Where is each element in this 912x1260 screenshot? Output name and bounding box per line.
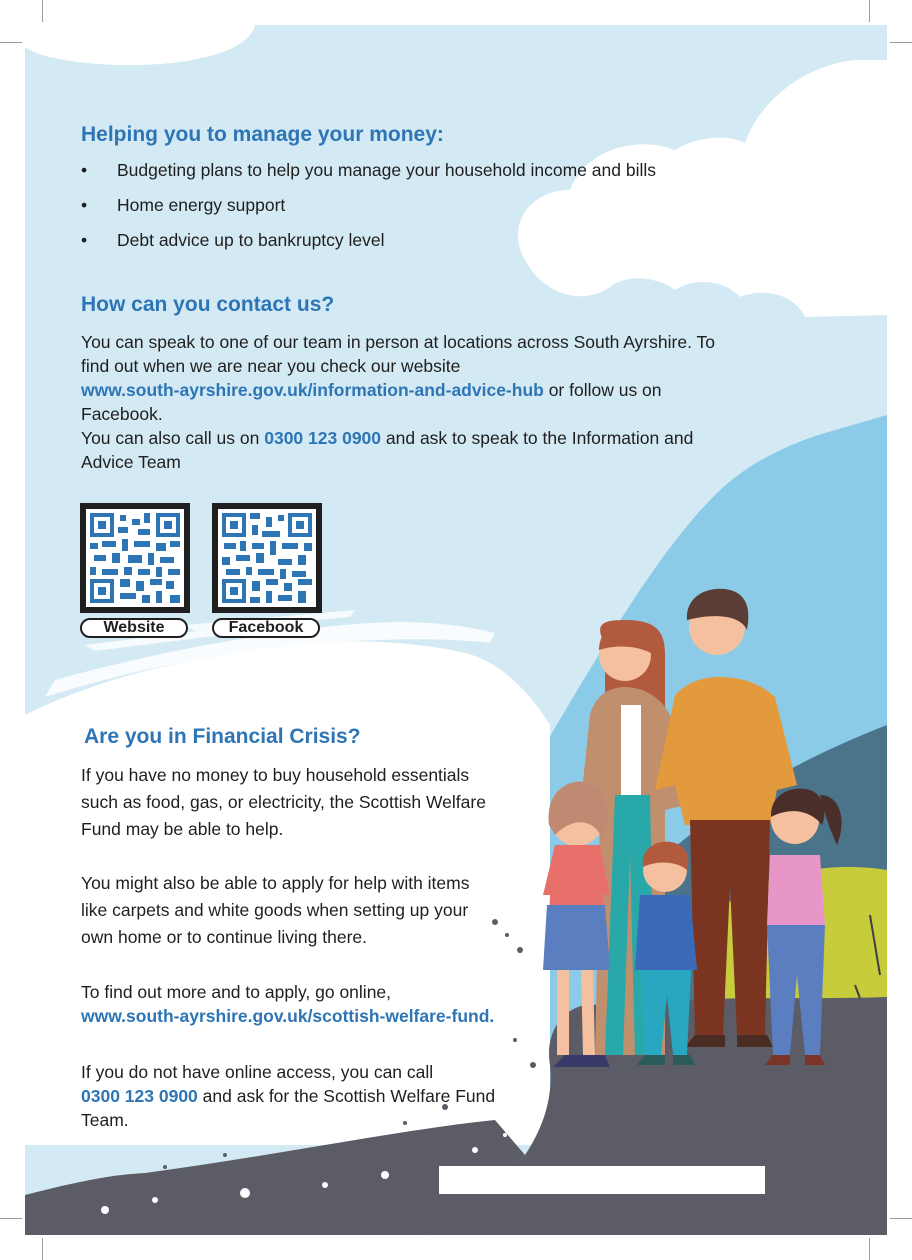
list-item: • Home energy support xyxy=(81,195,656,230)
text-line: like carpets and white goods when setting up your xyxy=(81,900,469,920)
text-line: If you do not have online access, you can call xyxy=(81,1062,434,1082)
text-line: You can speak to one of our team in person at locations across South Ayrshire. To xyxy=(81,332,715,352)
welfare-fund-link[interactable]: www.south-ayrshire.gov.uk/scottish-welfare-fund. xyxy=(81,1006,495,1026)
money-bullet-list xyxy=(81,160,656,265)
website-link[interactable]: www.south-ayrshire.gov.uk/information-and-advice-hub xyxy=(81,380,544,400)
crop-mark xyxy=(890,42,912,43)
crisis-paragraph-3 xyxy=(81,980,581,1028)
crisis-paragraph-4 xyxy=(81,1060,581,1132)
text-line: To find out more and to apply, go online, xyxy=(81,982,392,1002)
text-line: such as food, gas, or electricity, the Scottish Welfare xyxy=(81,792,486,812)
leaflet-page xyxy=(25,25,887,1235)
crop-mark xyxy=(42,0,43,22)
crop-mark xyxy=(0,1218,22,1219)
text-line: If you have no money to buy household essentials xyxy=(81,765,470,785)
crop-mark xyxy=(890,1218,912,1219)
qr-pattern xyxy=(90,513,180,603)
list-item: • Debt advice up to bankruptcy level xyxy=(81,230,656,265)
crop-mark xyxy=(869,1238,870,1260)
contact-heading: How can you contact us? xyxy=(81,293,335,316)
phone-link[interactable]: 0300 123 0900 xyxy=(264,428,382,448)
text-span: and ask to speak to the Information and xyxy=(381,428,694,448)
text-line: Facebook. xyxy=(81,404,163,424)
crop-mark xyxy=(869,0,870,22)
text-line: Fund may be able to help. xyxy=(81,819,284,839)
text-line: Advice Team xyxy=(81,452,181,472)
text-line xyxy=(81,426,851,450)
text-line: Team. xyxy=(81,1110,129,1130)
text-line xyxy=(81,378,851,402)
crisis-paragraph-2 xyxy=(81,870,561,951)
text-line: find out when we are near you check our website xyxy=(81,356,461,376)
money-heading: Helping you to manage your money: xyxy=(81,123,444,146)
crop-mark xyxy=(0,42,22,43)
text-line: own home or to continue living there. xyxy=(81,927,367,947)
text-span: or follow us on xyxy=(543,380,662,400)
website-qr-label[interactable]: Website xyxy=(80,618,188,638)
crop-mark xyxy=(42,1238,43,1260)
qr-pattern xyxy=(222,513,312,603)
text-line: You might also be able to apply for help with items xyxy=(81,873,470,893)
text-line xyxy=(81,1004,581,1028)
phone-link[interactable]: 0300 123 0900 xyxy=(81,1086,198,1106)
contact-paragraph xyxy=(81,330,851,474)
text-span: You can also call us on xyxy=(81,428,265,448)
blank-strip xyxy=(439,1166,765,1194)
facebook-qr-label[interactable]: Facebook xyxy=(212,618,320,638)
text-span: and ask for the Scottish Welfare Fund xyxy=(197,1086,496,1106)
list-item: • Budgeting plans to help you manage your household income and bills xyxy=(81,160,656,195)
website-qr-code[interactable] xyxy=(80,503,190,613)
crisis-paragraph-1 xyxy=(81,762,561,843)
crisis-heading: Are you in Financial Crisis? xyxy=(84,725,361,748)
facebook-qr-code[interactable] xyxy=(212,503,322,613)
text-line xyxy=(81,1084,581,1108)
